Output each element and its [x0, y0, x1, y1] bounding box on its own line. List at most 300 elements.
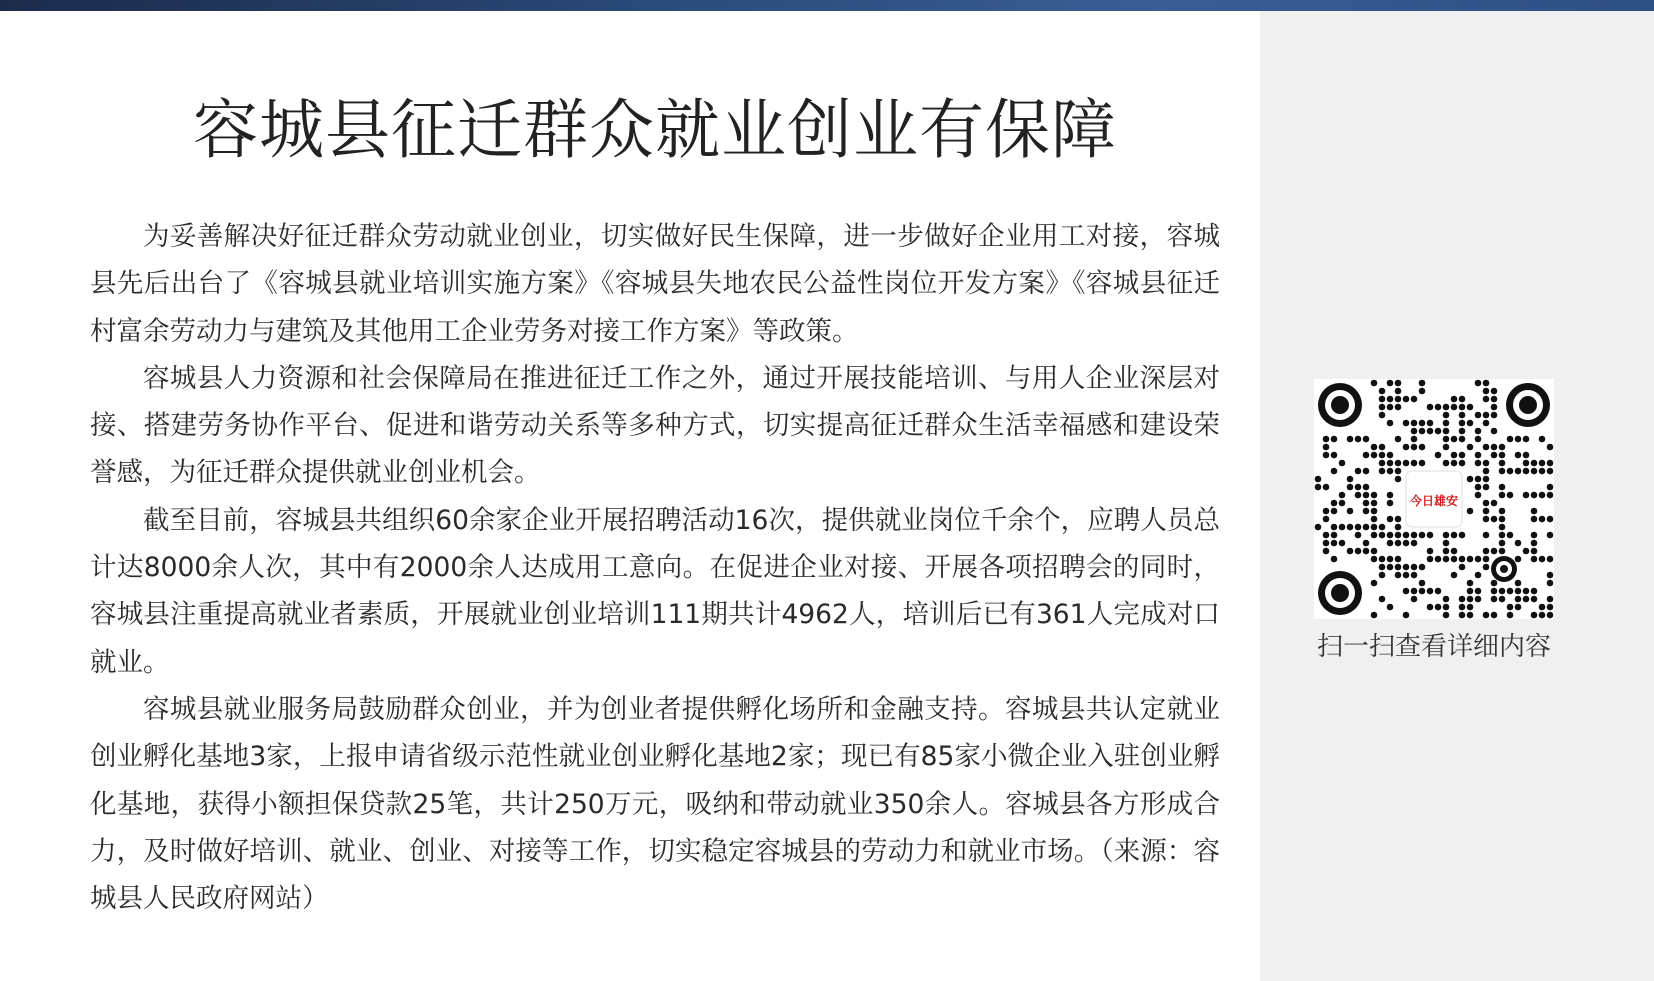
- qr-dot: [1451, 556, 1458, 563]
- qr-dot: [1523, 548, 1530, 555]
- qr-dot: [1387, 396, 1394, 403]
- qr-dot: [1395, 476, 1402, 483]
- qr-dot: [1491, 548, 1498, 555]
- qr-dot: [1323, 508, 1330, 515]
- qr-dot: [1539, 612, 1546, 619]
- qr-dot: [1547, 468, 1554, 475]
- qr-dot: [1331, 452, 1338, 459]
- qr-dot: [1531, 612, 1538, 619]
- qr-dot: [1515, 436, 1522, 443]
- qr-dot: [1475, 436, 1482, 443]
- qr-dot: [1491, 580, 1498, 587]
- qr-dot: [1371, 500, 1378, 507]
- qr-dot: [1419, 444, 1426, 451]
- qr-dot: [1355, 492, 1362, 499]
- qr-dot: [1403, 540, 1410, 547]
- qr-dot: [1483, 500, 1490, 507]
- qr-dot: [1419, 580, 1426, 587]
- qr-dot: [1371, 556, 1378, 563]
- qr-dot: [1539, 516, 1546, 523]
- qr-dot: [1459, 460, 1466, 467]
- article: [90, 0, 1220, 981]
- qr-dot: [1427, 428, 1434, 435]
- qr-dot: [1443, 612, 1450, 619]
- qr-dot: [1531, 492, 1538, 499]
- qr-dot: [1339, 492, 1346, 499]
- article-title: 容城县征迁群众就业创业有保障: [192, 93, 1117, 168]
- qr-dot: [1387, 492, 1394, 499]
- qr-dot: [1419, 380, 1426, 387]
- qr-dot: [1339, 500, 1346, 507]
- qr-dot: [1459, 596, 1466, 603]
- qr-dot: [1379, 460, 1386, 467]
- qr-dot: [1491, 444, 1498, 451]
- qr-dot: [1323, 540, 1330, 547]
- qr-dot: [1483, 532, 1490, 539]
- qr-dot: [1371, 524, 1378, 531]
- qr-dot: [1387, 516, 1394, 523]
- qr-dot: [1331, 468, 1338, 475]
- qr-dot: [1331, 508, 1338, 515]
- qr-dot: [1387, 500, 1394, 507]
- qr-dot: [1491, 500, 1498, 507]
- qr-dot: [1403, 396, 1410, 403]
- qr-dot: [1547, 572, 1554, 579]
- qr-dot: [1379, 564, 1386, 571]
- qr-dot: [1531, 468, 1538, 475]
- qr-dot: [1467, 476, 1474, 483]
- qr-dot: [1419, 564, 1426, 571]
- qr-dot: [1435, 588, 1442, 595]
- qr-alignment-mark: [1491, 556, 1517, 582]
- qr-dot: [1483, 380, 1490, 387]
- qr-dot: [1315, 524, 1322, 531]
- qr-dot: [1459, 604, 1466, 611]
- qr-dot: [1547, 532, 1554, 539]
- qr-dot: [1467, 580, 1474, 587]
- qr-dot: [1523, 452, 1530, 459]
- qr-dot: [1459, 556, 1466, 563]
- qr-dot: [1387, 532, 1394, 539]
- qr-dot: [1419, 532, 1426, 539]
- qr-logo-text: 今日雄安: [1409, 494, 1459, 508]
- qr-dot: [1483, 484, 1490, 491]
- qr-dot: [1515, 588, 1522, 595]
- qr-dot: [1451, 572, 1458, 579]
- qr-dot: [1395, 516, 1402, 523]
- qr-dot: [1491, 588, 1498, 595]
- qr-dot: [1499, 596, 1506, 603]
- qr-dot: [1403, 572, 1410, 579]
- qr-dot: [1443, 436, 1450, 443]
- qr-dot: [1427, 588, 1434, 595]
- qr-dot: [1355, 532, 1362, 539]
- qr-dot: [1443, 412, 1450, 419]
- qr-dot: [1331, 436, 1338, 443]
- qr-dot: [1523, 492, 1530, 499]
- qr-dot: [1475, 460, 1482, 467]
- qr-dot: [1411, 596, 1418, 603]
- qr-dot: [1531, 588, 1538, 595]
- qr-dot: [1395, 556, 1402, 563]
- qr-dot: [1523, 436, 1530, 443]
- qr-dot: [1443, 460, 1450, 467]
- qr-dot: [1323, 484, 1330, 491]
- qr-dot: [1347, 436, 1354, 443]
- qr-dot: [1411, 436, 1418, 443]
- qr-dot: [1403, 444, 1410, 451]
- qr-dot: [1451, 532, 1458, 539]
- qr-dot: [1427, 532, 1434, 539]
- qr-dot: [1323, 436, 1330, 443]
- qr-dot: [1411, 572, 1418, 579]
- qr-dot: [1451, 436, 1458, 443]
- qr-dot: [1475, 572, 1482, 579]
- qr-dot: [1451, 548, 1458, 555]
- qr-dot: [1435, 452, 1442, 459]
- qr-dot: [1515, 604, 1522, 611]
- qr-dot: [1467, 508, 1474, 515]
- qr-code-graphic: [1314, 379, 1554, 619]
- qr-dot: [1435, 604, 1442, 611]
- qr-dot: [1499, 524, 1506, 531]
- qr-dot: [1315, 484, 1322, 491]
- qr-dot: [1547, 612, 1554, 619]
- qr-dot: [1427, 404, 1434, 411]
- qr-dot: [1547, 604, 1554, 611]
- qr-dot: [1355, 436, 1362, 443]
- qr-dot: [1403, 532, 1410, 539]
- qr-caption: 扫一扫查看详细内容: [1316, 632, 1551, 662]
- qr-dot: [1483, 508, 1490, 515]
- qr-dot: [1347, 524, 1354, 531]
- qr-dot: [1475, 476, 1482, 483]
- qr-dot: [1547, 444, 1554, 451]
- qr-dot: [1523, 468, 1530, 475]
- qr-dot: [1539, 460, 1546, 467]
- qr-dot: [1387, 564, 1394, 571]
- qr-dot: [1379, 556, 1386, 563]
- qr-dot: [1387, 540, 1394, 547]
- qr-dot: [1491, 388, 1498, 395]
- qr-dot: [1355, 484, 1362, 491]
- qr-dot: [1435, 556, 1442, 563]
- qr-dot: [1331, 556, 1338, 563]
- qr-dot: [1467, 588, 1474, 595]
- qr-dot: [1459, 532, 1466, 539]
- qr-dot: [1411, 460, 1418, 467]
- qr-dot: [1459, 396, 1466, 403]
- qr-dot: [1331, 524, 1338, 531]
- qr-dot: [1395, 380, 1402, 387]
- qr-dot: [1491, 452, 1498, 459]
- qr-dot: [1523, 588, 1530, 595]
- qr-dot: [1387, 404, 1394, 411]
- qr-dot: [1395, 396, 1402, 403]
- qr-dot: [1491, 412, 1498, 419]
- qr-dot: [1515, 452, 1522, 459]
- qr-dot: [1499, 548, 1506, 555]
- qr-dot: [1371, 380, 1378, 387]
- qr-dot: [1515, 540, 1522, 547]
- qr-dot: [1531, 460, 1538, 467]
- qr-dot: [1451, 452, 1458, 459]
- qr-dot: [1499, 508, 1506, 515]
- qr-dot: [1387, 604, 1394, 611]
- qr-dot: [1443, 532, 1450, 539]
- qr-dot: [1483, 516, 1490, 523]
- qr-dot: [1403, 460, 1410, 467]
- qr-dot: [1411, 540, 1418, 547]
- qr-dot: [1547, 596, 1554, 603]
- qr-finder-top-left: [1318, 383, 1362, 427]
- qr-dot: [1531, 556, 1538, 563]
- qr-dot: [1547, 460, 1554, 467]
- qr-dot: [1483, 612, 1490, 619]
- qr-dot: [1403, 420, 1410, 427]
- qr-dot: [1411, 428, 1418, 435]
- qr-dot: [1395, 388, 1402, 395]
- qr-dot: [1443, 556, 1450, 563]
- qr-dot: [1387, 556, 1394, 563]
- qr-dot: [1371, 612, 1378, 619]
- qr-dot: [1427, 420, 1434, 427]
- qr-dot: [1539, 436, 1546, 443]
- qr-dot: [1419, 588, 1426, 595]
- qr-dot: [1355, 548, 1362, 555]
- qr-dot: [1547, 492, 1554, 499]
- qr-dot: [1363, 508, 1370, 515]
- qr-dot: [1475, 428, 1482, 435]
- qr-dot: [1451, 404, 1458, 411]
- qr-dot: [1363, 500, 1370, 507]
- qr-dot: [1379, 468, 1386, 475]
- qr-dot: [1499, 444, 1506, 451]
- qr-dot: [1323, 548, 1330, 555]
- qr-dot: [1475, 452, 1482, 459]
- qr-dot: [1547, 484, 1554, 491]
- qr-finder-bottom-left: [1318, 571, 1362, 615]
- qr-finder-top-right: [1506, 383, 1550, 427]
- qr-dot: [1499, 516, 1506, 523]
- qr-dot: [1491, 396, 1498, 403]
- qr-dot: [1371, 492, 1378, 499]
- qr-dot: [1483, 468, 1490, 475]
- qr-dot: [1467, 444, 1474, 451]
- qr-dot: [1539, 604, 1546, 611]
- qr-dot: [1323, 452, 1330, 459]
- qr-dot: [1419, 460, 1426, 467]
- qr-dot: [1419, 420, 1426, 427]
- qr-dot: [1427, 604, 1434, 611]
- qr-dot: [1379, 444, 1386, 451]
- qr-dot: [1491, 612, 1498, 619]
- qr-dot: [1363, 540, 1370, 547]
- qr-dot: [1387, 380, 1394, 387]
- qr-dot: [1411, 396, 1418, 403]
- qr-dot: [1411, 532, 1418, 539]
- qr-dot: [1443, 596, 1450, 603]
- qr-dot: [1515, 580, 1522, 587]
- qr-dot: [1531, 508, 1538, 515]
- article-paragraph-3: 截至目前，容城县共组织60余家企业开展招聘活动16次，提供就业岗位千余个，应聘人员总计达8000余人次，其中有2000余人达成用工意向。在促进企业对接、开展各项招聘会的同时，容城县注重提高就业者素质，开展就业创业培训111期共计4962人，培训后已有361人完成对口就业。: [90, 504, 1220, 678]
- qr-dot: [1459, 404, 1466, 411]
- qr-dot: [1499, 484, 1506, 491]
- qr-dot: [1507, 468, 1514, 475]
- qr-dot: [1507, 612, 1514, 619]
- qr-dot: [1515, 596, 1522, 603]
- qr-dot: [1387, 460, 1394, 467]
- qr-dot: [1467, 604, 1474, 611]
- qr-dot: [1531, 540, 1538, 547]
- qr-dot: [1371, 580, 1378, 587]
- qr-dot: [1355, 524, 1362, 531]
- qr-dot: [1459, 612, 1466, 619]
- qr-dot: [1347, 484, 1354, 491]
- qr-dot: [1411, 588, 1418, 595]
- qr-dot: [1347, 548, 1354, 555]
- qr-dot: [1531, 548, 1538, 555]
- qr-dot: [1475, 484, 1482, 491]
- qr-dot: [1323, 516, 1330, 523]
- qr-dot: [1547, 556, 1554, 563]
- qr-dot: [1371, 516, 1378, 523]
- qr-dot: [1387, 420, 1394, 427]
- qr-dot: [1499, 460, 1506, 467]
- qr-dot: [1379, 524, 1386, 531]
- qr-dot: [1459, 420, 1466, 427]
- qr-dot: [1475, 556, 1482, 563]
- qr-dot: [1379, 596, 1386, 603]
- qr-dot: [1339, 540, 1346, 547]
- qr-dot: [1379, 404, 1386, 411]
- qr-dot: [1547, 580, 1554, 587]
- qr-dot: [1523, 460, 1530, 467]
- qr-dot: [1507, 492, 1514, 499]
- article-paragraph-1: 为妥善解决好征迁群众劳动就业创业，切实做好民生保障，进一步做好企业用工对接，容城县先后出台了《容城县就业培训实施方案》《容城县失地农民公益性岗位开发方案》《容城县征迁村富余劳动力与建筑及其他用工企业劳务对接工作方案》等政策。: [90, 221, 1220, 347]
- article-paragraph-2: 容城县人力资源和社会保障局在推进征迁工作之外，通过开展技能培训、与用人企业深层对接、搭建劳务协作平台、促进和谐劳动关系等多种方式，切实提高征迁群众生活幸福感和建设荣誉感，为征迁群众提供就业创业机会。: [90, 362, 1220, 489]
- qr-dot: [1331, 532, 1338, 539]
- qr-dot: [1427, 548, 1434, 555]
- qr-dot: [1339, 524, 1346, 531]
- qr-dot: [1483, 396, 1490, 403]
- qr-dot: [1379, 572, 1386, 579]
- qr-dot: [1539, 492, 1546, 499]
- article-paragraph-4: 容城县就业服务局鼓励群众创业，并为创业者提供孵化场所和金融支持。容城县共认定就业创业孵化基地3家，上报申请省级示范性就业创业孵化基地2家；现已有85家小微企业入驻创业孵化基地，获得小额担保贷款25笔，共计250万元，吸纳和带动就业350余人。容城县各方形成合力，及时做好培训、就业、创业、对接等工作，切实稳定容城县的劳动力和就业市场。（来源：容城县人民政府网站）: [90, 693, 1220, 915]
- qr-dot: [1355, 468, 1362, 475]
- qr-dot: [1443, 428, 1450, 435]
- qr-dot: [1547, 516, 1554, 523]
- qr-dot: [1379, 532, 1386, 539]
- qr-dot: [1515, 468, 1522, 475]
- qr-dot: [1523, 596, 1530, 603]
- qr-dot: [1435, 404, 1442, 411]
- qr-dot: [1363, 524, 1370, 531]
- qr-dot: [1395, 524, 1402, 531]
- qr-dot: [1411, 564, 1418, 571]
- qr-dot: [1363, 468, 1370, 475]
- qr-dot: [1443, 604, 1450, 611]
- qr-dot: [1491, 596, 1498, 603]
- qr-dot: [1531, 596, 1538, 603]
- qr-dot: [1371, 548, 1378, 555]
- qr-dot: [1339, 460, 1346, 467]
- qr-dot: [1379, 388, 1386, 395]
- qr-dot: [1499, 540, 1506, 547]
- qr-dot: [1467, 556, 1474, 563]
- qr-dot: [1435, 428, 1442, 435]
- qr-dot: [1379, 396, 1386, 403]
- qr-dot: [1443, 540, 1450, 547]
- qr-dot: [1499, 468, 1506, 475]
- qr-dot: [1499, 492, 1506, 499]
- qr-dot: [1427, 556, 1434, 563]
- qr-dot: [1331, 540, 1338, 547]
- qr-dot: [1483, 556, 1490, 563]
- qr-dot: [1483, 460, 1490, 467]
- qr-dot: [1395, 532, 1402, 539]
- qr-dot: [1403, 564, 1410, 571]
- qr-code[interactable]: [1314, 379, 1554, 619]
- qr-dot: [1451, 460, 1458, 467]
- qr-dot: [1443, 404, 1450, 411]
- qr-dot: [1331, 500, 1338, 507]
- qr-dot: [1459, 428, 1466, 435]
- qr-dot: [1411, 444, 1418, 451]
- qr-dot: [1483, 412, 1490, 419]
- qr-dot: [1395, 468, 1402, 475]
- qr-dot: [1507, 532, 1514, 539]
- qr-dot: [1467, 596, 1474, 603]
- qr-dot: [1499, 588, 1506, 595]
- qr-dot: [1443, 420, 1450, 427]
- qr-dot: [1459, 452, 1466, 459]
- qr-dot: [1347, 476, 1354, 483]
- qr-dot: [1459, 436, 1466, 443]
- qr-dot: [1395, 460, 1402, 467]
- qr-dot: [1395, 436, 1402, 443]
- qr-dot: [1323, 444, 1330, 451]
- qr-dot: [1403, 588, 1410, 595]
- qr-dot: [1491, 404, 1498, 411]
- qr-dot: [1387, 452, 1394, 459]
- qr-dot: [1403, 612, 1410, 619]
- qr-dot: [1419, 428, 1426, 435]
- qr-dot: [1483, 548, 1490, 555]
- qr-center-logo: [1406, 471, 1462, 527]
- qr-dot: [1371, 444, 1378, 451]
- qr-dot: [1323, 532, 1330, 539]
- qr-dot: [1379, 452, 1386, 459]
- qr-dot: [1475, 596, 1482, 603]
- qr-dot: [1347, 508, 1354, 515]
- qr-dot: [1467, 612, 1474, 619]
- qr-dot: [1507, 436, 1514, 443]
- qr-dot: [1371, 532, 1378, 539]
- qr-dot: [1491, 516, 1498, 523]
- qr-dot: [1491, 428, 1498, 435]
- qr-dot: [1483, 444, 1490, 451]
- article-body: [90, 213, 1220, 922]
- qr-dot: [1315, 476, 1322, 483]
- qr-dot: [1467, 420, 1474, 427]
- qr-dot: [1507, 604, 1514, 611]
- qr-dot: [1499, 532, 1506, 539]
- qr-dot: [1451, 396, 1458, 403]
- qr-dot: [1371, 452, 1378, 459]
- qr-dot: [1515, 556, 1522, 563]
- qr-dot: [1483, 476, 1490, 483]
